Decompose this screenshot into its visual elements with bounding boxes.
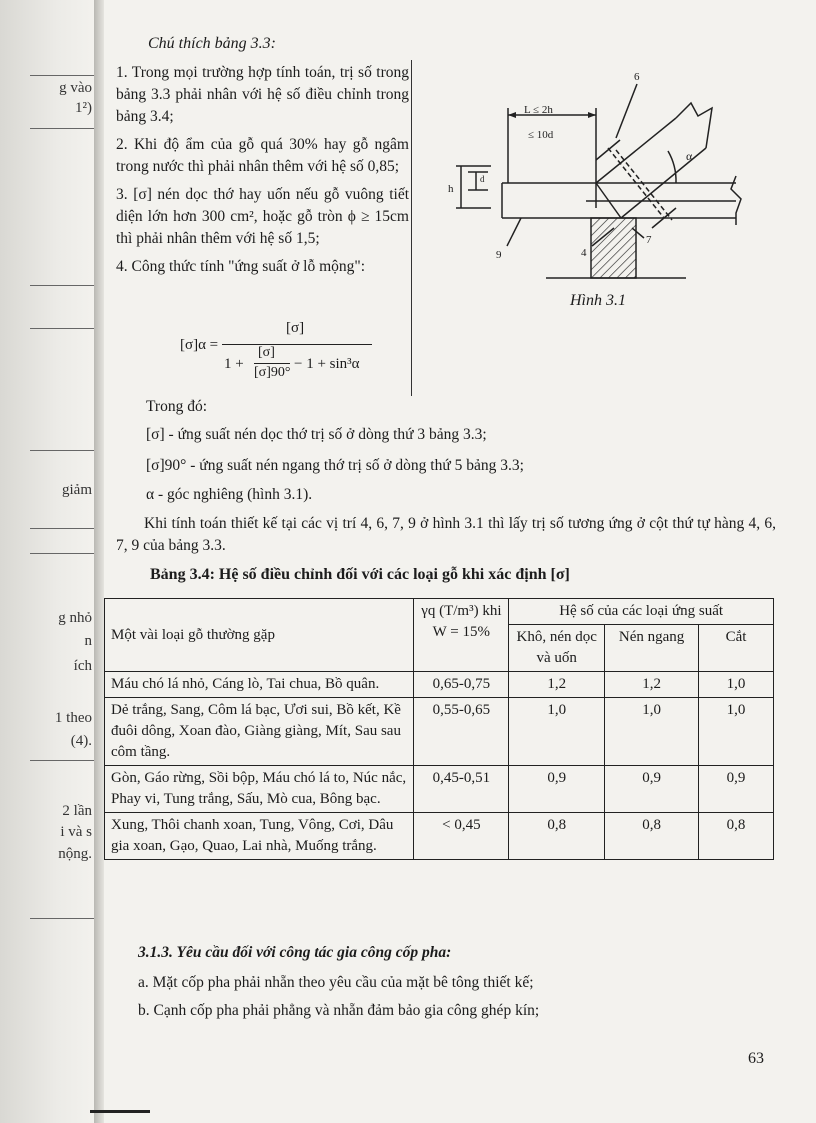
table-row (105, 698, 774, 766)
formula-inner-numerator: [σ] (258, 345, 275, 360)
cell-density: 0,65-0,75 (414, 672, 509, 698)
fig-label-diameter-limit: ≤ 10d (528, 129, 554, 141)
prev-page-fragment: g vào (59, 80, 92, 96)
cell-factor: 0,8 (509, 813, 605, 860)
note-item: 1. Trong mọi trường hợp tính toán, trị số trong bảng 3.3 phải nhân với hệ số điều chỉnh trong bảng 3.4; (116, 64, 409, 125)
cell-density: < 0,45 (414, 813, 509, 860)
table-header-row (105, 599, 774, 625)
note-item: 2. Khi độ ẩm của gỗ quá 30% hay gỗ ngâm trong nước thì phải nhân thêm với hệ số 0,85; (116, 136, 409, 175)
header-transverse: Nén ngang (605, 625, 699, 672)
explanation-item: [σ] - ứng suất nén dọc thớ trị số ở dòng thứ 3 bảng 3.3; (146, 426, 487, 443)
prev-page-fragment: n (84, 633, 92, 649)
formula-inner-bar (254, 363, 290, 364)
cell-wood: Gòn, Gáo rừng, Sồi bộp, Máu chó lá to, Núc nắc, Phay vi, Tung trắng, Sấu, Mò cua, Bông bạc. (105, 766, 414, 813)
prev-page-fragment: nộng. (58, 846, 92, 862)
section-heading: 3.1.3. Yêu cầu đối với công tác gia công cốp pha: (138, 944, 452, 961)
cell-density: 0,55-0,65 (414, 698, 509, 766)
column-divider (411, 60, 412, 396)
formula-numerator: [σ] (286, 320, 305, 336)
formula-fraction-bar (222, 344, 372, 345)
cell-factor: 1,2 (605, 672, 699, 698)
prev-page-fragment: i và s (60, 824, 92, 840)
fig-label-d: d (480, 174, 485, 184)
cell-factor: 1,0 (605, 698, 699, 766)
explanation-paragraph: Khi tính toán thiết kế tại các vị trí 4, 6, 7, 9 ở hình 3.1 thì lấy trị số tương ứng ở cột thứ tự hàng 4, 6, 7, 9 của bảng 3.3. (116, 515, 776, 554)
prev-page-fragment: (4). (70, 733, 92, 749)
formula-denominator-lead: 1 + (224, 356, 244, 372)
header-wood-type: Một vài loại gỗ thường gặp (105, 599, 414, 672)
section-item: b. Cạnh cốp pha phải phẳng và nhẵn đảm bảo gia công ghép kín; (138, 1002, 540, 1019)
table-title: Bảng 3.4: Hệ số điều chỉnh đối với các loại gỗ khi xác định [σ] (150, 566, 570, 583)
cell-wood: Dẻ trắng, Sang, Côm lá bạc, Ươi sui, Bồ kết, Kề đuôi dông, Xoan đào, Giàng giàng, Mít, Sau sau côm tầng. (105, 698, 414, 766)
table-row (105, 813, 774, 860)
prev-page-fragment: 2 lần (62, 803, 92, 819)
cell-factor: 0,9 (605, 766, 699, 813)
cell-factor: 0,9 (509, 766, 605, 813)
cell-factor: 1,2 (509, 672, 605, 698)
page-number: 63 (748, 1050, 764, 1067)
header-shear: Cắt (699, 625, 774, 672)
cell-factor: 0,9 (699, 766, 774, 813)
prev-page-fragment: giảm (62, 482, 92, 498)
fig-label-alpha: α (686, 149, 693, 163)
prev-page-fragment: 1²) (75, 100, 92, 116)
fig-label-h: h (448, 183, 454, 195)
cell-wood: Xung, Thôi chanh xoan, Tung, Vông, Cơi, Dâu gia xoan, Gạo, Quao, Lai nhà, Muống trắng. (105, 813, 414, 860)
formula-lhs: [σ]α = (180, 337, 219, 353)
bottom-rule (90, 1110, 150, 1113)
table-row (105, 766, 774, 813)
explanation-item: [σ]90° - ứng suất nén ngang thớ trị số ở dòng thứ 5 bảng 3.3; (146, 457, 524, 474)
prev-page-fragment: ích (73, 658, 92, 674)
figure-3-1 (436, 68, 766, 298)
cell-factor: 1,0 (509, 698, 605, 766)
correction-factor-table (104, 598, 774, 860)
note-item: 3. [σ] nén dọc thớ hay uốn nếu gỗ vuông tiết diện lớn hơn 300 cm², hoặc gỗ tròn ϕ ≥ 15cm thì phải nhân thêm với hệ số 1,5; (116, 186, 409, 247)
where-label: Trong đó: (146, 398, 208, 415)
prev-page-fragment: 1 theo (54, 710, 92, 726)
explanation-item: α - góc nghiêng (hình 3.1). (146, 486, 313, 503)
prev-page-fragment: g nhỏ (58, 610, 92, 626)
cell-density: 0,45-0,51 (414, 766, 509, 813)
header-density: γq (T/m³) khi W = 15% (414, 599, 509, 672)
cell-wood: Máu chó lá nhỏ, Cáng lò, Tai chua, Bồ quân. (105, 672, 414, 698)
fig-label-9: 9 (496, 249, 502, 261)
fig-label-7: 7 (646, 234, 652, 246)
notes-heading: Chú thích bảng 3.3: (148, 35, 276, 52)
fig-label-length-limit: L ≤ 2h (524, 104, 553, 116)
formula-denominator-tail: − 1 + sin³α (294, 356, 360, 372)
notes-list (116, 62, 409, 284)
figure-caption: Hình 3.1 (570, 292, 626, 309)
note-item: 4. Công thức tính "ứng suất ở lỗ mộng": (116, 258, 366, 275)
section-item: a. Mặt cốp pha phải nhẵn theo yêu cầu của mặt bê tông thiết kế; (138, 974, 534, 991)
header-compression-bending: Khô, nén dọc và uốn (509, 625, 605, 672)
fig-label-4: 4 (581, 247, 587, 259)
cell-factor: 0,8 (605, 813, 699, 860)
fig-label-6: 6 (634, 71, 640, 83)
formula-inner-denominator: [σ]90° (254, 365, 291, 380)
cell-factor: 1,0 (699, 698, 774, 766)
joint-diagram (436, 68, 766, 298)
header-stress-group: Hệ số của các loại ứng suất (509, 599, 774, 625)
cell-factor: 1,0 (699, 672, 774, 698)
table-row (105, 672, 774, 698)
formula-lo-mong (180, 320, 410, 390)
cell-factor: 0,8 (699, 813, 774, 860)
